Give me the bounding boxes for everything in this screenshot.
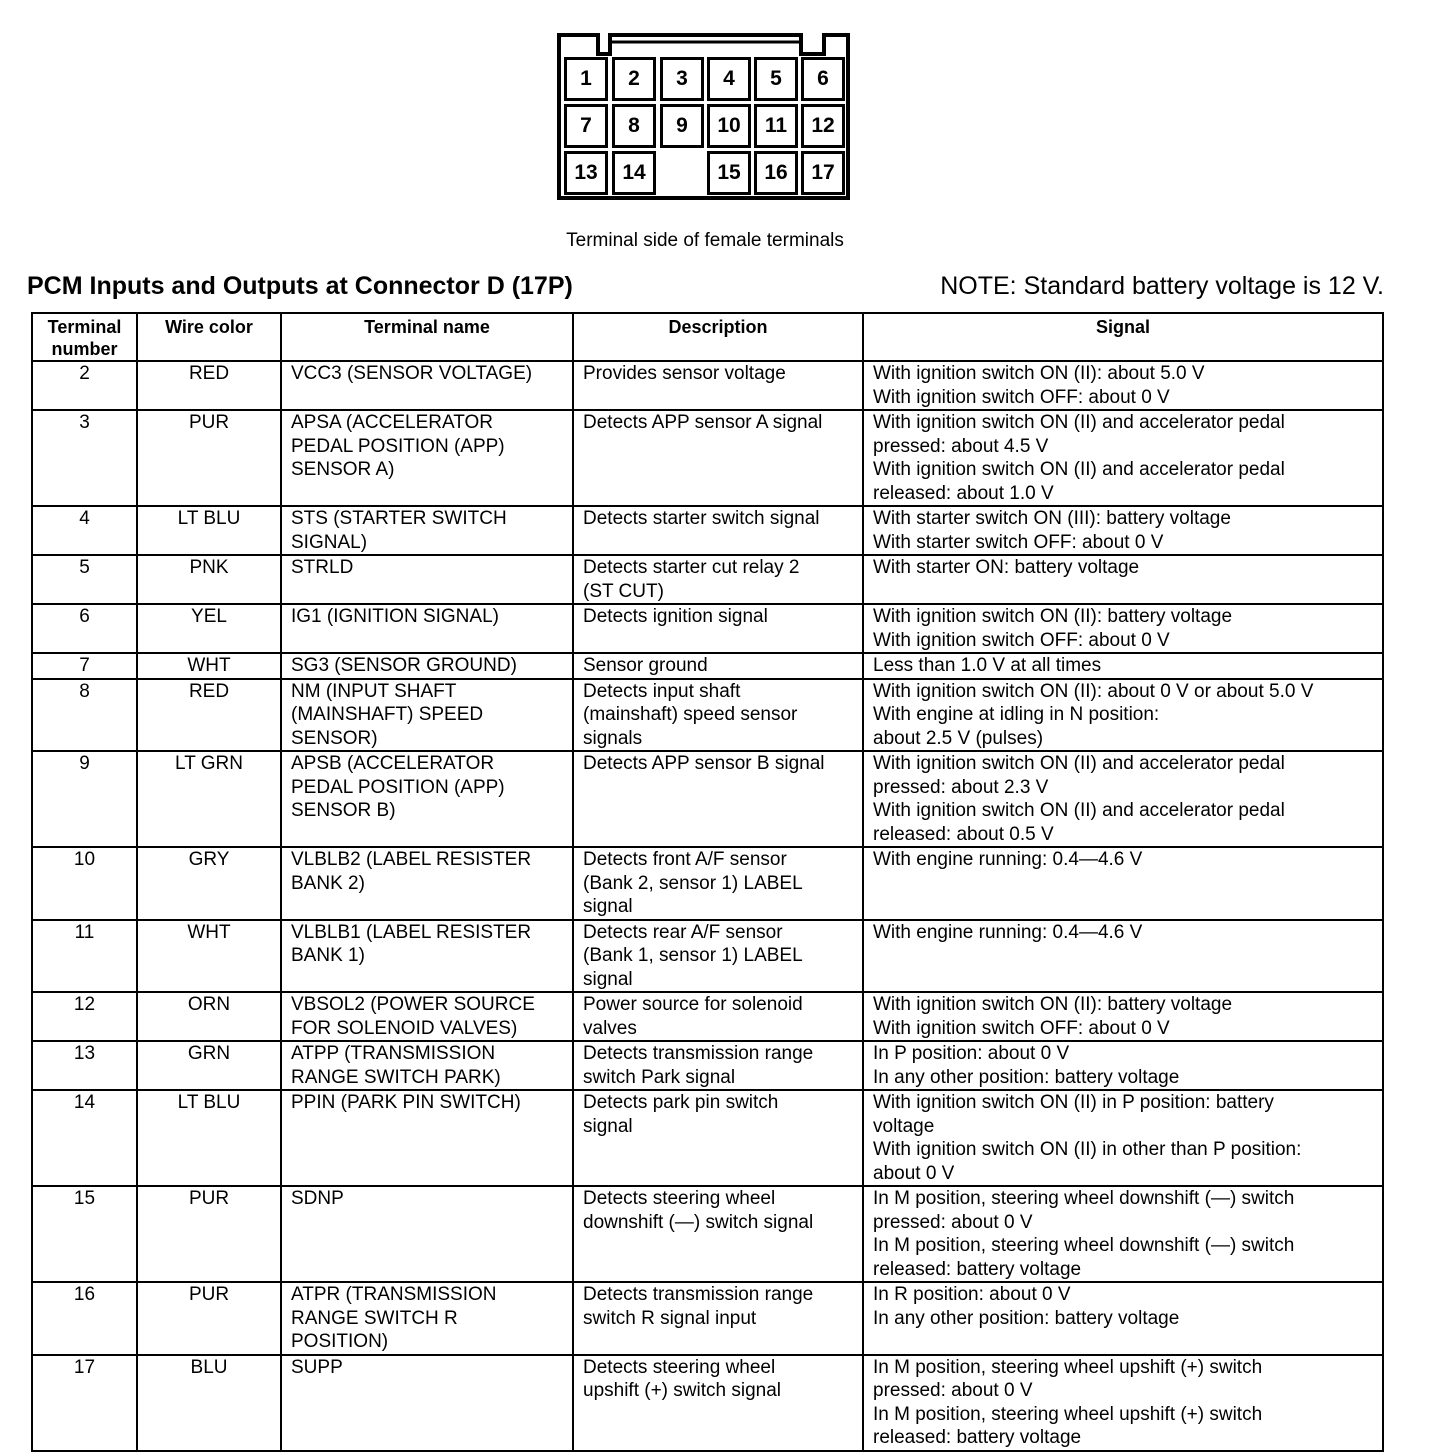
cell-description-text: Detects front A/F sensor (Bank 2, sensor 1) LABEL signal bbox=[583, 849, 803, 917]
cell-terminal-name bbox=[281, 1186, 573, 1282]
cell-wire-color-text: LT BLU bbox=[177, 1092, 241, 1113]
cell-terminal-number bbox=[32, 1090, 137, 1186]
cell-signal-text: With starter switch ON (III): battery voltage With starter switch OFF: about 0 V bbox=[873, 508, 1231, 553]
terminal-pin-8: 8 bbox=[612, 104, 656, 148]
table-row bbox=[32, 604, 1383, 653]
terminal-pin-16: 16 bbox=[754, 151, 798, 195]
cell-wire-color-text: ORN bbox=[187, 994, 231, 1015]
table-row bbox=[32, 751, 1383, 847]
battery-note: NOTE: Standard battery voltage is 12 V. bbox=[940, 272, 1384, 300]
cell-signal bbox=[863, 1355, 1383, 1451]
pcm-io-table bbox=[31, 312, 1384, 1452]
cell-signal bbox=[863, 1186, 1383, 1282]
cell-terminal-number bbox=[32, 1355, 137, 1451]
connector-diagram bbox=[554, 30, 854, 202]
cell-wire-color bbox=[137, 604, 281, 653]
cell-terminal-number-text: 3 bbox=[79, 412, 90, 433]
cell-terminal-name-text: SDNP bbox=[291, 1188, 344, 1209]
cell-terminal-name-text: STS (STARTER SWITCH SIGNAL) bbox=[291, 508, 507, 553]
cell-signal bbox=[863, 1282, 1383, 1355]
cell-terminal-number bbox=[32, 751, 137, 847]
cell-terminal-number bbox=[32, 847, 137, 920]
page-title: PCM Inputs and Outputs at Connector D (17P) bbox=[27, 272, 573, 300]
cell-wire-color-text: BLU bbox=[190, 1356, 228, 1378]
cell-terminal-name-text: VLBLB2 (LABEL RESISTER BANK 2) bbox=[291, 849, 532, 894]
cell-wire-color-text: RED bbox=[188, 363, 230, 384]
column-header-terminal-name: Terminal name bbox=[281, 313, 573, 361]
cell-terminal-name-text: VBSOL2 (POWER SOURCE FOR SOLENOID VALVES) bbox=[291, 994, 535, 1039]
terminal-pin-4: 4 bbox=[707, 57, 751, 101]
cell-description-text: Detects transmission range switch Park signal bbox=[583, 1043, 814, 1088]
cell-wire-color bbox=[137, 1282, 281, 1355]
cell-description bbox=[573, 1282, 863, 1355]
cell-signal bbox=[863, 992, 1383, 1041]
cell-terminal-number-text: 15 bbox=[73, 1188, 96, 1209]
column-header-signal: Signal bbox=[863, 313, 1383, 361]
column-header-wire-color: Wire color bbox=[137, 313, 281, 361]
table-row bbox=[32, 1355, 1383, 1451]
cell-terminal-number-text: 13 bbox=[73, 1043, 96, 1064]
table-row bbox=[32, 847, 1383, 920]
connector-caption: Terminal side of female terminals bbox=[566, 230, 844, 251]
cell-signal bbox=[863, 506, 1383, 555]
cell-wire-color bbox=[137, 555, 281, 604]
cell-description bbox=[573, 604, 863, 653]
cell-wire-color-text: WHT bbox=[187, 655, 231, 676]
cell-signal bbox=[863, 604, 1383, 653]
terminal-pin-17: 17 bbox=[801, 151, 845, 195]
cell-terminal-number bbox=[32, 920, 137, 993]
table-row bbox=[32, 920, 1383, 993]
cell-wire-color bbox=[137, 992, 281, 1041]
cell-terminal-name bbox=[281, 1355, 573, 1451]
cell-terminal-number bbox=[32, 361, 137, 410]
cell-terminal-name-text: NM (INPUT SHAFT (MAINSHAFT) SPEED SENSOR) bbox=[291, 680, 484, 749]
cell-signal bbox=[863, 1041, 1383, 1090]
cell-description-text: Detects input shaft (mainshaft) speed sensor signals bbox=[583, 680, 798, 749]
cell-description-text: Detects APP sensor B signal bbox=[583, 753, 825, 774]
table-row bbox=[32, 1282, 1383, 1355]
terminal-pin-7: 7 bbox=[564, 104, 608, 148]
cell-signal bbox=[863, 751, 1383, 847]
cell-terminal-number bbox=[32, 992, 137, 1041]
cell-wire-color-text: GRY bbox=[188, 849, 230, 870]
cell-wire-color-text: RED bbox=[188, 680, 230, 702]
cell-terminal-number-text: 2 bbox=[79, 363, 90, 384]
cell-wire-color-text: WHT bbox=[187, 921, 231, 943]
cell-terminal-name-text: SUPP bbox=[291, 1356, 343, 1378]
cell-terminal-number-text: 14 bbox=[73, 1092, 96, 1113]
cell-signal-text: With ignition switch ON (II): battery voltage With ignition switch OFF: about 0 V bbox=[873, 606, 1233, 651]
cell-signal bbox=[863, 410, 1383, 506]
cell-description bbox=[573, 1041, 863, 1090]
table-row bbox=[32, 1186, 1383, 1282]
cell-terminal-number bbox=[32, 410, 137, 506]
cell-terminal-number bbox=[32, 653, 137, 679]
terminal-pin-2: 2 bbox=[612, 57, 656, 101]
cell-terminal-number-text: 16 bbox=[73, 1284, 96, 1305]
table-row bbox=[32, 679, 1383, 752]
cell-wire-color bbox=[137, 1090, 281, 1186]
cell-wire-color bbox=[137, 920, 281, 993]
cell-wire-color-text: LT GRN bbox=[175, 753, 243, 774]
table-row bbox=[32, 506, 1383, 555]
cell-terminal-name bbox=[281, 361, 573, 410]
cell-terminal-number-text: 17 bbox=[73, 1356, 96, 1378]
cell-terminal-number-text: 4 bbox=[79, 508, 90, 529]
cell-terminal-name bbox=[281, 1041, 573, 1090]
cell-signal bbox=[863, 1090, 1383, 1186]
cell-signal-text: With ignition switch ON (II): about 0 V or about 5.0 V With engine at idling in N position: about 2.5 V (pulses) bbox=[873, 680, 1314, 749]
cell-wire-color bbox=[137, 410, 281, 506]
cell-description bbox=[573, 992, 863, 1041]
terminal-pin-14: 14 bbox=[612, 151, 656, 195]
cell-signal-text: With ignition switch ON (II): about 5.0 V With ignition switch OFF: about 0 V bbox=[873, 363, 1205, 408]
cell-signal-text: In R position: about 0 V In any other position: battery voltage bbox=[873, 1284, 1180, 1329]
cell-description bbox=[573, 920, 863, 993]
table-row bbox=[32, 555, 1383, 604]
cell-signal-text: In M position, steering wheel upshift (+) switch pressed: about 0 V In M position, steering wheel upshift (+) switch released: battery voltage bbox=[873, 1356, 1263, 1448]
cell-description-text: Detects ignition signal bbox=[583, 606, 768, 627]
cell-signal-text: In P position: about 0 V In any other position: battery voltage bbox=[873, 1043, 1180, 1088]
cell-terminal-name bbox=[281, 679, 573, 752]
cell-terminal-name bbox=[281, 992, 573, 1041]
cell-terminal-number bbox=[32, 1282, 137, 1355]
cell-description bbox=[573, 1090, 863, 1186]
cell-description-text: Detects starter cut relay 2 (ST CUT) bbox=[583, 557, 800, 602]
cell-description-text: Detects steering wheel upshift (+) switch signal bbox=[583, 1356, 781, 1401]
cell-wire-color-text: PUR bbox=[188, 1284, 230, 1305]
cell-signal-text: With ignition switch ON (II) and accelerator pedal pressed: about 4.5 V With ignition switch ON (II) and accelerator pedal released: about 1.0 V bbox=[873, 412, 1285, 504]
cell-description bbox=[573, 847, 863, 920]
table-header-row bbox=[32, 313, 1383, 361]
cell-description bbox=[573, 410, 863, 506]
cell-signal bbox=[863, 920, 1383, 993]
cell-terminal-number-text: 5 bbox=[79, 557, 90, 578]
cell-description-text: Detects steering wheel downshift (—) switch signal bbox=[583, 1188, 814, 1233]
cell-terminal-number-text: 7 bbox=[79, 655, 90, 676]
cell-wire-color bbox=[137, 1186, 281, 1282]
cell-description-text: Provides sensor voltage bbox=[583, 363, 786, 384]
cell-terminal-name bbox=[281, 506, 573, 555]
cell-description bbox=[573, 751, 863, 847]
cell-terminal-name bbox=[281, 920, 573, 993]
cell-terminal-name-text: VCC3 (SENSOR VOLTAGE) bbox=[291, 363, 533, 384]
cell-signal-text: With engine running: 0.4—4.6 V bbox=[873, 849, 1143, 870]
cell-terminal-name bbox=[281, 555, 573, 604]
table-row bbox=[32, 1090, 1383, 1186]
cell-description-text: Detects starter switch signal bbox=[583, 508, 820, 529]
terminal-pin-5: 5 bbox=[754, 57, 798, 101]
cell-description-text: Sensor ground bbox=[583, 655, 708, 676]
terminal-pin-13: 13 bbox=[564, 151, 608, 195]
cell-terminal-name bbox=[281, 751, 573, 847]
cell-description bbox=[573, 506, 863, 555]
cell-terminal-name-text: VLBLB1 (LABEL RESISTER BANK 1) bbox=[291, 921, 532, 966]
cell-signal bbox=[863, 555, 1383, 604]
cell-terminal-number-text: 9 bbox=[79, 753, 90, 774]
cell-wire-color-text: PUR bbox=[188, 412, 230, 433]
cell-signal-text: With engine running: 0.4—4.6 V bbox=[873, 921, 1143, 943]
table-row bbox=[32, 410, 1383, 506]
cell-terminal-number-text: 10 bbox=[73, 849, 96, 870]
cell-wire-color bbox=[137, 1041, 281, 1090]
cell-description bbox=[573, 653, 863, 679]
cell-description bbox=[573, 1355, 863, 1451]
cell-description bbox=[573, 361, 863, 410]
cell-wire-color bbox=[137, 679, 281, 752]
terminal-pin-1: 1 bbox=[564, 57, 608, 101]
cell-terminal-number-text: 6 bbox=[79, 606, 90, 627]
cell-terminal-name bbox=[281, 1282, 573, 1355]
cell-description-text: Detects rear A/F sensor (Bank 1, sensor 1) LABEL signal bbox=[583, 921, 803, 990]
cell-terminal-name-text: PPIN (PARK PIN SWITCH) bbox=[291, 1092, 521, 1113]
terminal-pin-3: 3 bbox=[660, 57, 704, 101]
cell-description-text: Detects park pin switch signal bbox=[583, 1092, 779, 1137]
cell-description bbox=[573, 1186, 863, 1282]
cell-signal-text: In M position, steering wheel downshift (—) switch pressed: about 0 V In M position, steering wheel downshift (—) switch released: battery voltage bbox=[873, 1188, 1295, 1280]
cell-terminal-name-text: ATPP (TRANSMISSION RANGE SWITCH PARK) bbox=[291, 1043, 501, 1088]
cell-terminal-number bbox=[32, 679, 137, 752]
cell-terminal-name bbox=[281, 604, 573, 653]
table-row bbox=[32, 1041, 1383, 1090]
table-row bbox=[32, 361, 1383, 410]
cell-signal-text: With ignition switch ON (II) and accelerator pedal pressed: about 2.3 V With ignition switch ON (II) and accelerator pedal released: about 0.5 V bbox=[873, 753, 1285, 845]
cell-terminal-name-text: STRLD bbox=[291, 557, 354, 578]
terminal-pin-9: 9 bbox=[660, 104, 704, 148]
cell-wire-color bbox=[137, 1355, 281, 1451]
cell-signal-text: With ignition switch ON (II): battery voltage With ignition switch OFF: about 0 V bbox=[873, 994, 1233, 1039]
table-row bbox=[32, 992, 1383, 1041]
terminal-pin-11: 11 bbox=[754, 104, 798, 148]
cell-wire-color-text: YEL bbox=[191, 606, 227, 627]
cell-signal bbox=[863, 653, 1383, 679]
cell-terminal-number-text: 12 bbox=[73, 994, 96, 1015]
cell-signal bbox=[863, 361, 1383, 410]
cell-wire-color bbox=[137, 751, 281, 847]
cell-description-text: Detects transmission range switch R signal input bbox=[583, 1284, 814, 1329]
cell-wire-color-text: GRN bbox=[187, 1043, 231, 1064]
cell-wire-color bbox=[137, 361, 281, 410]
cell-wire-color-text: LT BLU bbox=[177, 508, 241, 529]
cell-terminal-number bbox=[32, 506, 137, 555]
cell-signal bbox=[863, 679, 1383, 752]
cell-terminal-name bbox=[281, 847, 573, 920]
column-header-description: Description bbox=[573, 313, 863, 361]
terminal-pin-6: 6 bbox=[801, 57, 845, 101]
cell-terminal-number bbox=[32, 555, 137, 604]
cell-wire-color bbox=[137, 506, 281, 555]
cell-description-text: Detects APP sensor A signal bbox=[583, 412, 823, 433]
cell-terminal-number bbox=[32, 1041, 137, 1090]
cell-terminal-number bbox=[32, 1186, 137, 1282]
cell-wire-color bbox=[137, 847, 281, 920]
cell-wire-color bbox=[137, 653, 281, 679]
cell-terminal-name-text: APSA (ACCELERATOR PEDAL POSITION (APP) SENSOR A) bbox=[291, 412, 505, 480]
cell-signal-text: With starter ON: battery voltage bbox=[873, 557, 1140, 578]
cell-terminal-name bbox=[281, 410, 573, 506]
cell-description bbox=[573, 555, 863, 604]
cell-terminal-number-text: 8 bbox=[79, 680, 90, 702]
cell-signal-text: With ignition switch ON (II) in P position: battery voltage With ignition switch ON (II) in other than P position: about 0 V bbox=[873, 1092, 1302, 1184]
cell-wire-color-text: PNK bbox=[189, 557, 229, 578]
cell-terminal-name-text: APSB (ACCELERATOR PEDAL POSITION (APP) SENSOR B) bbox=[291, 753, 505, 821]
terminal-pin-12: 12 bbox=[801, 104, 845, 148]
cell-signal bbox=[863, 847, 1383, 920]
cell-terminal-name bbox=[281, 653, 573, 679]
table-row bbox=[32, 653, 1383, 679]
cell-signal-text: Less than 1.0 V at all times bbox=[873, 655, 1102, 676]
cell-terminal-name bbox=[281, 1090, 573, 1186]
cell-description bbox=[573, 679, 863, 752]
cell-terminal-name-text: ATPR (TRANSMISSION RANGE SWITCH R POSITION) bbox=[291, 1284, 497, 1352]
cell-wire-color-text: PUR bbox=[188, 1188, 230, 1209]
terminal-pin-15: 15 bbox=[707, 151, 751, 195]
cell-terminal-name-text: SG3 (SENSOR GROUND) bbox=[291, 655, 517, 676]
cell-description-text: Power source for solenoid valves bbox=[583, 994, 803, 1039]
cell-terminal-number-text: 11 bbox=[74, 921, 95, 943]
cell-terminal-number bbox=[32, 604, 137, 653]
terminal-pin-10: 10 bbox=[707, 104, 751, 148]
column-header-terminal: Terminal number bbox=[32, 313, 137, 361]
cell-terminal-name-text: IG1 (IGNITION SIGNAL) bbox=[291, 606, 499, 627]
